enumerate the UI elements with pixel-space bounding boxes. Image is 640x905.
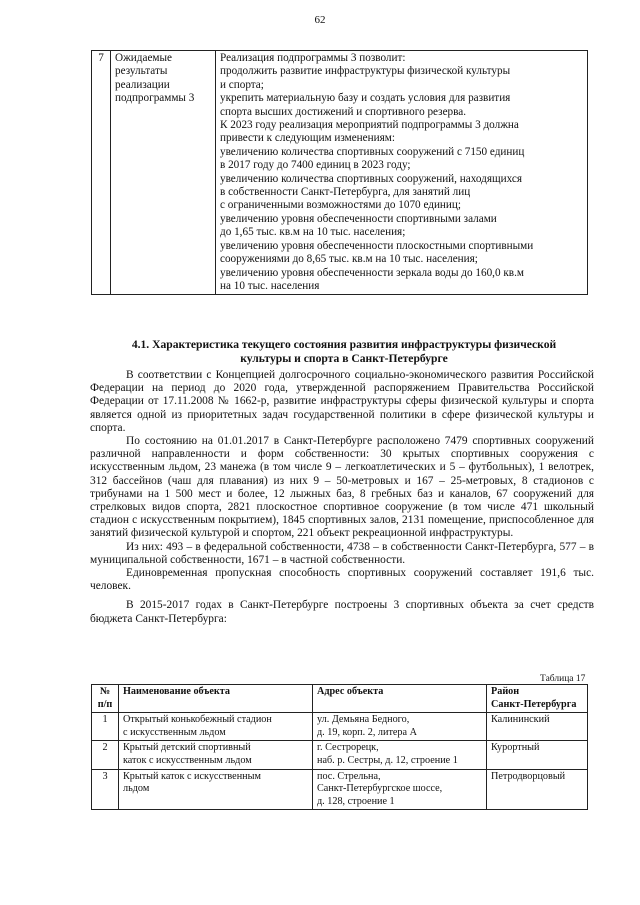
text-line: до 1,65 тыс. кв.м на 10 тыс. населения; — [220, 226, 406, 239]
cell-district: Петродворцовый — [487, 769, 588, 810]
text-line: с ограниченными возможностями до 1070 единиц; — [220, 199, 462, 212]
text-line: и спорта; — [220, 78, 264, 91]
cell-line: д. 19, корп. 2, литера А — [317, 726, 417, 738]
header-district — [487, 685, 588, 713]
text-line: в собственности Санкт-Петербурга, для занятий лиц — [220, 186, 471, 199]
cell-address — [313, 713, 487, 741]
subprogram-results-table — [91, 50, 588, 295]
header-line: п/п — [97, 698, 113, 710]
section-title — [96, 338, 592, 366]
header-line: Санкт-Петербурга — [491, 698, 577, 710]
text-line: укрепить материальную базу и создать условия для развития — [220, 92, 511, 105]
header-line: Район — [491, 686, 520, 697]
cell-number: 3 — [92, 769, 119, 810]
row-label — [111, 51, 216, 295]
paragraph: В соответствии с Концепцией долгосрочного социально-экономического развития Российской Федерации на период до 2020 года, утвержденной распоряжением Правительства Российской Федерации от 17.11.2008 № 1662-р, развитие инфраструктуры сферы физической культуры и спорта является одной из приоритетных задач государственной политики в сфере физической культуры и спорта. — [90, 369, 594, 434]
text-line: К 2023 году реализация мероприятий подпрограммы 3 должна — [220, 119, 519, 132]
cell-name — [119, 769, 313, 810]
header-address: Адрес объекта — [313, 685, 487, 713]
paragraph: Из них: 493 – в федеральной собственности, 4738 – в собственности Санкт-Петербурга, 577 – в муниципальной собственности, 1671 – в частной собственности. — [90, 540, 594, 566]
table-row — [92, 769, 588, 810]
label-line: подпрограммы 3 — [115, 92, 195, 105]
label-line: реализации — [115, 78, 170, 91]
cell-line: Санкт-Петербургское шоссе, — [317, 783, 443, 795]
cell-address — [313, 769, 487, 810]
cell-line: д. 128, строение 1 — [317, 795, 395, 807]
text-line: увеличению уровня обеспеченности плоскостными спортивными — [220, 239, 534, 252]
header-number — [92, 685, 119, 713]
cell-line: Открытый конькобежный стадион — [123, 714, 272, 726]
row-number: 7 — [92, 51, 111, 295]
cell-line: наб. р. Сестры, д. 12, строение 1 — [317, 754, 458, 766]
table-row — [92, 741, 588, 769]
text-line: привести к следующим изменениям: — [220, 132, 395, 145]
text-line: увеличению уровня обеспеченности зеркала воды до 160,0 кв.м — [220, 266, 524, 279]
cell-line: Крытый каток с искусственным — [123, 770, 261, 782]
paragraph: Единовременная пропускная способность спортивных сооружений составляет 191,6 тыс. человек. — [90, 567, 594, 593]
text-line: в 2017 году до 7400 единиц в 2023 году; — [220, 159, 411, 172]
cell-line: каток с искусственным льдом — [123, 754, 252, 766]
text-line: увеличению количества спортивных сооружений, находящихся — [220, 172, 522, 185]
paragraph: По состоянию на 01.01.2017 в Санкт-Петербурге расположено 7479 спортивных сооружений различной направленности и форм собственности: 30 крытых спортивных сооружения с искусственным льдом, 23 манежа (в том числе 9 – легкоатлетических и 5 – футбольных), 1 велотрек, 312 бассейнов (чаш для плавания) из них 9 – 50-метровых и 167 – 25-метровых, 8 стадионов с трибунами на 1 500 мест и более, 12 лыжных баз, 8 гребных баз и каналов, 67 сооружений для стрелковых видов спорта, 2821 плоскостное спортивное сооружение (в том числе 471 школьный стадион с искусственным покрытием), 1845 спортивных залов, 2131 помещение, приспособленное для занятий физической культурой и спортом, 221 объект рекреационной инфраструктуры. — [90, 435, 594, 540]
section-body — [90, 369, 594, 626]
text-line: увеличению количества спортивных сооружений с 7150 единиц — [220, 145, 525, 158]
text-line: спорта высших достижений и спортивного резерва. — [220, 105, 467, 118]
cell-line: льдом — [123, 783, 150, 795]
cell-address — [313, 741, 487, 769]
text-line: на 10 тыс. населения — [220, 279, 320, 292]
cell-line: с искусственным льдом — [123, 726, 226, 738]
table-row — [92, 51, 588, 295]
text-line: Реализация подпрограммы 3 позволит: — [220, 52, 406, 64]
cell-district: Курортный — [487, 741, 588, 769]
cell-number: 2 — [92, 741, 119, 769]
table-row — [92, 713, 588, 741]
header-line: № — [99, 686, 111, 697]
label-line: результаты — [115, 65, 168, 78]
page-number: 62 — [314, 14, 326, 26]
cell-line: Крытый детский спортивный — [123, 742, 251, 754]
cell-name — [119, 741, 313, 769]
cell-line: г. Сестрорецк, — [317, 742, 379, 754]
cell-name — [119, 713, 313, 741]
text-line: продолжить развитие инфраструктуры физической культуры — [220, 65, 511, 78]
cell-line: пос. Стрельна, — [317, 770, 381, 782]
sports-objects-table — [91, 684, 588, 810]
paragraph: В 2015-2017 годах в Санкт-Петербурге построены 3 спортивных объекта за счет средств бюджета Санкт-Петербурга: — [90, 599, 594, 625]
cell-number: 1 — [92, 713, 119, 741]
table-header-row — [92, 685, 588, 713]
text-line: увеличению уровня обеспеченности спортивными залами — [220, 212, 497, 225]
cell-line: ул. Демьяна Бедного, — [317, 714, 410, 726]
row-text — [216, 51, 588, 295]
table-caption: Таблица 17 — [540, 674, 586, 684]
text-line: сооружениями до 8,65 тыс. кв.м на 10 тыс. населения; — [220, 253, 478, 266]
cell-district: Калининский — [487, 713, 588, 741]
header-name: Наименование объекта — [119, 685, 313, 713]
section-title-line: 4.1. Характеристика текущего состояния развития инфраструктуры физической — [131, 338, 557, 351]
label-line: Ожидаемые — [115, 52, 172, 64]
section-title-line: культуры и спорта в Санкт-Петербурге — [240, 352, 448, 365]
